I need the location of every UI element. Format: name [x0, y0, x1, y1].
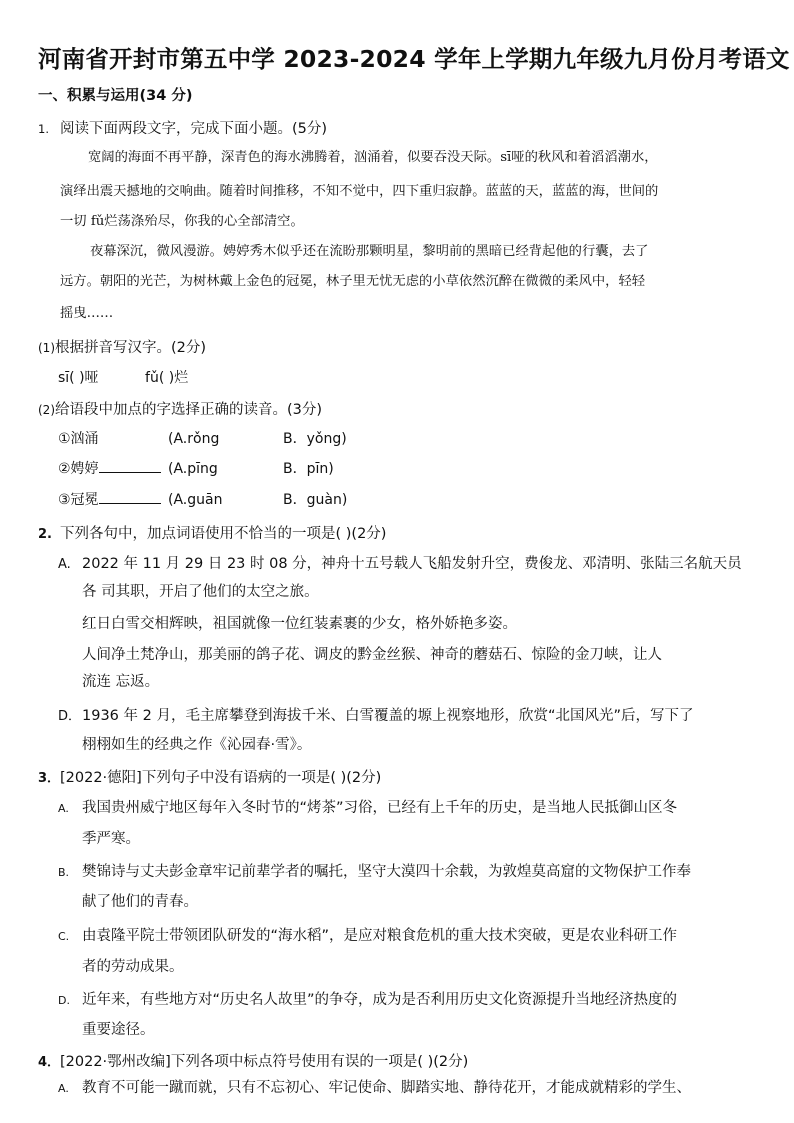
question-number: 3．	[38, 771, 61, 786]
option-label: A.	[58, 1082, 69, 1095]
option-text: 教育不可能一蹴而就，只有不忘初心、牢记使命、脚踏实地、静待花开，才能成就精彩的学生、	[82, 1080, 691, 1096]
reading-option-row	[58, 489, 347, 509]
option-label: A.	[58, 557, 71, 572]
reading-choice-b: B．pīn)	[283, 461, 334, 477]
option-c-text: 人间净土梵净山，那美丽的鸽子花、调皮的黔金丝猴、神奇的蘑菇石、惊险的金刀峡，让人	[82, 647, 662, 663]
option-text-cont: 栩栩如生的经典之作《沁园春·雪》。	[82, 737, 312, 753]
option-text-cont: 献了他们的青春。	[82, 894, 198, 910]
option-d	[58, 988, 677, 1009]
option-text-cont: 各 司其职，开启了他们的太空之旅。	[82, 584, 319, 600]
question-4	[38, 1050, 468, 1071]
option-a	[58, 1076, 691, 1097]
pinyin-blank: fǔ( )烂	[145, 370, 189, 386]
section-heading: 一、积累与运用(34 分)	[38, 88, 193, 104]
subquestion-number: (1)	[38, 341, 55, 355]
reading-choice-a: (A.rǒng	[168, 431, 220, 447]
reading-word: ①汹涌	[58, 431, 99, 447]
question-number: 2.	[38, 527, 52, 542]
option-text-cont: 者的劳动成果。	[82, 959, 184, 975]
reading-choice-a: (A.pīng	[168, 461, 218, 477]
question-1	[38, 117, 327, 138]
option-label: C.	[58, 930, 70, 943]
question-number: 4．	[38, 1055, 61, 1070]
question-2	[38, 522, 386, 543]
option-label: B.	[58, 866, 70, 879]
exam-title: 河南省开封市第五中学 2023-2024 学年上学期九年级九月份月考语文	[38, 45, 790, 73]
option-d	[58, 704, 693, 725]
pinyin-blank: sī( )哑	[58, 370, 99, 386]
passage-line: 一切 fǔ烂荡涤殆尽，你我的心全部清空。	[60, 214, 304, 229]
question-stem: [2022·鄂州改编]下列各项中标点符号使用有误的一项是( )(2分)	[60, 1054, 469, 1070]
option-text: 近年来，有些地方对“历史名人故里”的争夺，成为是否利用历史文化资源提升当地经济热度的	[82, 992, 678, 1008]
question-3	[38, 766, 381, 787]
option-text-cont: 流连 忘返。	[82, 674, 160, 690]
pinyin-row	[58, 367, 230, 387]
question-number: 1.	[38, 122, 49, 136]
reading-choice-b: B．guàn)	[283, 492, 348, 508]
reading-word: ②娉婷	[58, 461, 99, 477]
subquestion-2	[38, 398, 322, 419]
reading-word: ③冠冕	[58, 492, 99, 508]
passage-line: 宽阔的海面不再平静，深青色的海水沸腾着，汹涌着，似要吞没天际。sī哑的秋风和着滔滔潮水，	[88, 150, 658, 165]
question-stem: [2022·德阳]下列句子中没有语病的一项是( )(2分)	[60, 770, 382, 786]
question-stem: 阅读下面两段文字，完成下面小题。(5分)	[60, 121, 328, 137]
option-label: D．	[58, 709, 82, 724]
option-b	[58, 860, 691, 881]
passage-line: 演绎出震天撼地的交响曲。随着时间推移，不知不觉中，四下重归寂静。蓝蓝的天，蓝蓝的海，世间的	[60, 184, 659, 199]
option-a	[58, 552, 742, 573]
option-text: 我国贵州威宁地区每年入冬时节的“烤茶”习俗，已经有上千年的历史，是当地人民抵御山区冬	[82, 800, 678, 816]
subquestion-1	[38, 336, 206, 357]
passage-line: 夜幕深沉，微风漫游。娉婷秀木似乎还在流盼那颗明星，黎明前的黑暗已经背起他的行囊，去了	[90, 244, 649, 259]
reading-option-row	[58, 428, 347, 448]
option-a	[58, 796, 677, 817]
passage-line: 摇曳……	[60, 306, 114, 321]
subquestion-number: (2)	[38, 403, 55, 417]
option-text: 2022 年 11 月 29 日 23 时 08 分，神舟十五号载人飞船发射升空，费俊龙、邓清明、张陆三名航天员	[82, 556, 742, 572]
option-text: 由袁隆平院士带领团队研发的“海水稻”，是应对粮食危机的重大技术突破，更是农业科研工作	[82, 928, 678, 944]
question-stem: 下列各句中，加点词语使用不恰当的一项是( )(2分)	[60, 526, 387, 542]
subquestion-text: 给语段中加点的字选择正确的读音。(3分)	[55, 402, 323, 418]
reading-choice-a: (A.guān	[168, 492, 223, 508]
reading-option-row	[58, 458, 334, 478]
answer-blank	[99, 491, 161, 504]
option-text-cont: 重要途径。	[82, 1022, 155, 1038]
reading-choice-b: B．yǒng)	[283, 431, 347, 447]
option-text: 1936 年 2 月，毛主席攀登到海拔千米、白雪覆盖的塬上视察地形，欣赏“北国风光”后，写下了	[82, 708, 694, 724]
option-b-text: 红日白雪交相辉映，祖国就像一位红装素裹的少女，格外娇艳多姿。	[82, 616, 517, 632]
subquestion-text: 根据拼音写汉字。(2分)	[55, 340, 207, 356]
option-text-cont: 季严寒。	[82, 831, 140, 847]
answer-blank	[99, 460, 161, 473]
passage-line: 远方。朝阳的光芒，为树林戴上金色的冠冕，林子里无忧无虑的小草依然沉醉在微微的柔风中，轻轻	[60, 274, 646, 289]
option-c	[58, 924, 677, 945]
option-label: A.	[58, 802, 69, 815]
option-text: 樊锦诗与丈夫彭金章牢记前辈学者的嘱托，坚守大漠四十余载，为敦煌莫高窟的文物保护工作奉	[82, 864, 691, 880]
option-label: D.	[58, 994, 70, 1007]
